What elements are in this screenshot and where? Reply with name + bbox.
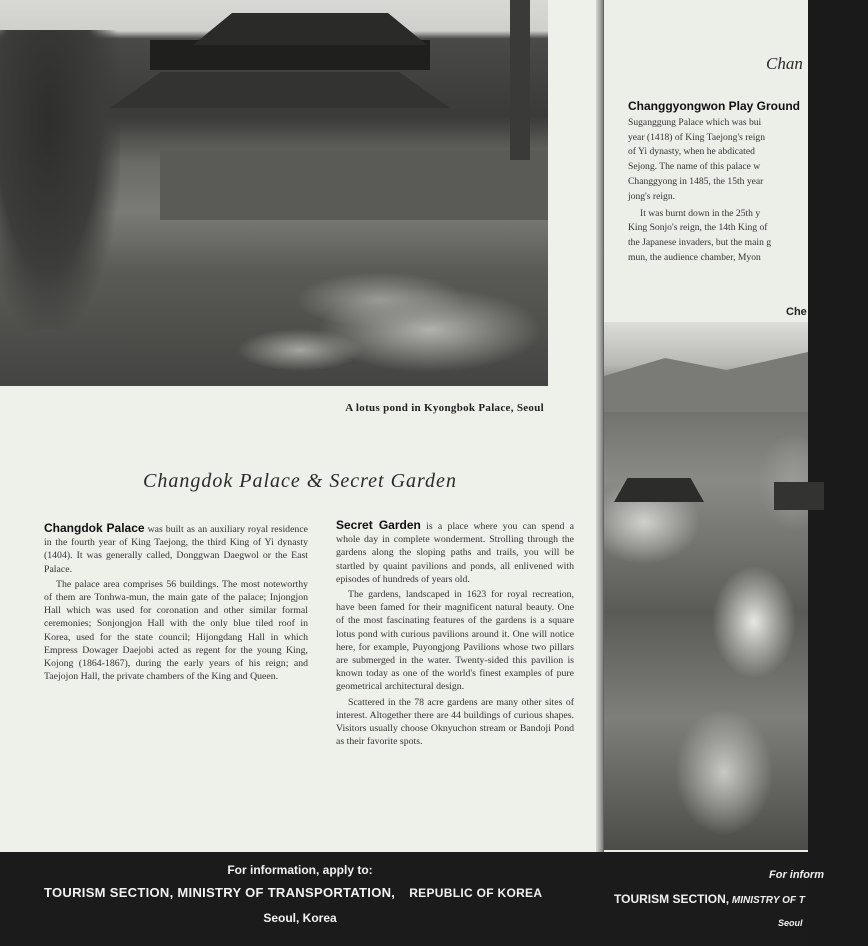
footer-right-ministry-main: TOURISM SECTION, <box>614 892 730 906</box>
section-title: Changdok Palace & Secret Garden <box>143 470 457 492</box>
lead-term: Secret Garden <box>336 518 421 532</box>
text-line: King Sonjo's reign, the 14th King of <box>628 222 768 234</box>
text-line: mun, the audience chamber, Myon <box>628 251 761 263</box>
footer-republic: REPUBLIC OF KOREA <box>409 886 543 900</box>
text-line: Suganggung Palace which was bui <box>628 116 762 128</box>
paragraph: The gardens, landscaped in 1623 for royal recreation, have been famed for their magnificent natural beauty. One of the most fascinating features of the gardens is a square lotus pond with curious pavilions around it. One will notice here, for example, Puyongjong Pavilions whose two pillars are submerged in the water. Twenty-sided this pavilion is known today as one of the world's finest examples of pure geometrical architectural design. <box>336 589 574 693</box>
right-page <box>604 0 808 860</box>
text-line: It was burnt down in the 25th y <box>640 207 761 219</box>
paragraph <box>44 522 308 576</box>
lead-term: Changgyongwon Play Ground <box>628 99 800 113</box>
text-line: Changgyong in 1485, the 15th year <box>628 175 764 187</box>
paragraph: Scattered in the 78 acre gardens are many other sites of interest. Altogether there are 44 buildings of curious shapes. Visitors usually choose Oknyuchon stream or Bandoji Pond as their favorite spots. <box>336 696 574 748</box>
text-line: of Yi dynasty, when he abdicated <box>628 146 755 158</box>
footer-right-ministry-ital: MINISTRY OF T <box>729 895 805 906</box>
footer-right <box>612 852 824 946</box>
photo-caption: A lotus pond in Kyongbok Palace, Seoul <box>345 402 544 414</box>
footer-city-line: Seoul, Korea <box>263 911 337 925</box>
text-line: Sejong. The name of this palace w <box>628 161 761 173</box>
footer-right-city: Seoul <box>778 918 803 928</box>
paragraph-text: was built as an auxiliary royal residence in the fourth year of King Taejong, the third King of Yi dynasty (1404). It was generally called, Donggwan Daegwol or the East Palace. <box>44 524 309 575</box>
paragraph: The palace area comprises 56 buildings. The most noteworthy of them are Tonhwa-mun, the main gate of the palace; Injongjon Hall which was used for coronation and other similar formal ceremonies; Sonjongjon Hall with the only blue tiled roof in Korea, used for the state council; Hijongdang Hall in which Empress Dowager Daejobi acted as regent for the young King, Kojong (1864-1867), during the early years of his reign; and Taejojon Hall, the private chambers of the King and Queen. <box>44 578 308 683</box>
paragraph <box>336 519 574 586</box>
right-text-column <box>628 100 868 267</box>
photo-hill <box>604 352 808 412</box>
photo-wall <box>160 150 548 220</box>
text-column-right <box>336 519 574 750</box>
footer-right-info: For inform <box>769 869 824 881</box>
text-line: year (1418) of King Taejong's reign <box>628 131 766 143</box>
footer-left <box>0 852 600 946</box>
lotus-pond-photo <box>0 0 548 386</box>
photo-building <box>774 482 824 510</box>
paragraph-lead <box>628 100 868 115</box>
right-section-title: Chan <box>766 54 803 73</box>
photo-pillar <box>510 0 530 160</box>
footer-ministry: TOURISM SECTION, MINISTRY OF TRANSPORTATION, <box>44 885 396 900</box>
footer-info-line: For information, apply to: <box>227 863 373 877</box>
photo-roof <box>614 472 704 502</box>
lead-term: Changdok Palace <box>44 521 145 535</box>
text-line: the Japanese invaders, but the main g <box>628 237 772 249</box>
photo-subtitle: Che <box>786 306 807 318</box>
footer-ministry-line <box>44 885 542 900</box>
photo-roof-upper <box>180 5 440 45</box>
footer-band <box>0 852 824 946</box>
text-line: jong's reign. <box>628 190 676 202</box>
photo-tree <box>0 30 120 330</box>
cherry-blossom-photo <box>604 322 808 850</box>
text-column-left <box>44 522 308 685</box>
paragraph-text: is a place where you can spend a whole day in complete wonderment. Strolling through the gardens along the sloping paths and trails, you will be startled by quaint pavilions and ponds, all enlivened with episodes of hundreds of years old. <box>336 521 574 585</box>
footer-right-ministry <box>614 892 805 906</box>
